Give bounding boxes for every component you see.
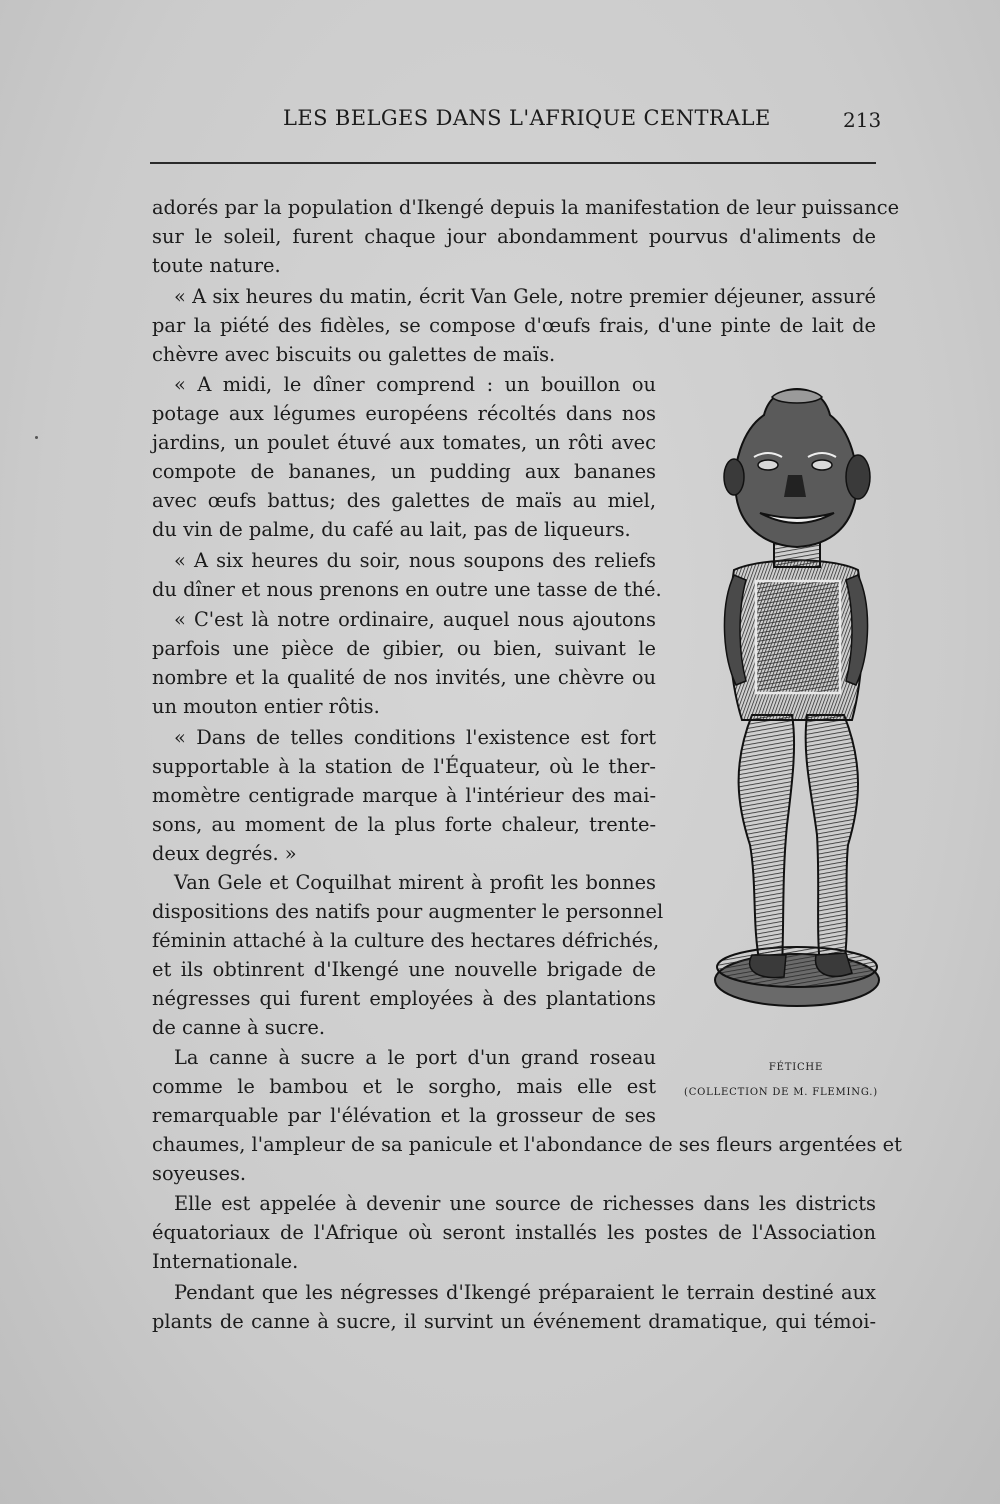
text-line: du dîner et nous prenons en outre une tasse de thé. <box>152 578 662 601</box>
text-line: Pendant que les négresses d'Ikengé préparaient le terrain destiné aux <box>174 1281 876 1304</box>
text-line: remarquable par l'élévation et la grosseur de ses <box>152 1104 656 1127</box>
header-rule <box>150 162 876 164</box>
text-line: comme le bambou et le sorgho, mais elle est <box>152 1075 656 1098</box>
text-line: de canne à sucre. <box>152 1016 326 1039</box>
print-speck <box>35 436 38 439</box>
text-line: compote de bananes, un pudding aux bananes <box>152 460 656 483</box>
text-line: chèvre avec biscuits ou galettes de maïs. <box>152 343 556 366</box>
text-line: supportable à la station de l'Équateur, où le ther- <box>152 755 656 778</box>
text-line: momètre centigrade marque à l'intérieur des mai- <box>152 784 656 807</box>
text-line: et ils obtinrent d'Ikengé une nouvelle brigade de <box>152 958 656 981</box>
text-line: un mouton entier rôtis. <box>152 695 380 718</box>
text-line: jardins, un poulet étuvé aux tomates, un rôti avec <box>152 431 656 454</box>
text-line: Van Gele et Coquilhat mirent à profit les bonnes <box>174 871 656 894</box>
figure-caption-credit: (COLLECTION DE M. FLEMING.) <box>684 1087 878 1098</box>
page-number: 213 <box>843 108 882 132</box>
text-line: toute nature. <box>152 254 281 277</box>
text-line: « A six heures du matin, écrit Van Gele, notre premier déjeuner, assuré <box>174 285 876 308</box>
text-line: parfois une pièce de gibier, ou bien, suivant le <box>152 637 656 660</box>
text-line: soyeuses. <box>152 1162 247 1185</box>
text-line: adorés par la population d'Ikengé depuis la manifestation de leur puissance <box>152 196 900 219</box>
text-line: du vin de palme, du café au lait, pas de liqueurs. <box>152 518 631 541</box>
text-line: dispositions des natifs pour augmenter le personnel <box>152 900 664 923</box>
text-line: équatoriaux de l'Afrique où seront installés les postes de l'Association <box>152 1221 876 1244</box>
figure-caption-title: FÉTICHE <box>768 1062 824 1073</box>
text-line: « C'est là notre ordinaire, auquel nous ajoutons <box>174 608 656 631</box>
text-line: par la piété des fidèles, se compose d'œufs frais, d'une pinte de lait de <box>152 314 876 337</box>
text-line: sons, au moment de la plus forte chaleur, trente- <box>152 813 656 836</box>
fetish-statue-illustration <box>712 385 882 1015</box>
text-line: « A six heures du soir, nous soupons des reliefs <box>174 549 656 572</box>
text-line: potage aux légumes européens récoltés dans nos <box>152 402 656 425</box>
text-line: féminin attaché à la culture des hectares défrichés, <box>152 929 660 952</box>
text-line: sur le soleil, furent chaque jour abondamment pourvus d'aliments de <box>152 225 876 248</box>
text-line: plants de canne à sucre, il survint un événement dramatique, qui témoi- <box>152 1310 876 1333</box>
text-line: négresses qui furent employées à des plantations <box>152 987 656 1010</box>
text-line: « A midi, le dîner comprend : un bouillon ou <box>174 373 656 396</box>
text-line: Elle est appelée à devenir une source de richesses dans les districts <box>174 1192 876 1215</box>
text-line: La canne à sucre a le port d'un grand roseau <box>174 1046 656 1069</box>
text-line: Internationale. <box>152 1250 299 1273</box>
text-line: « Dans de telles conditions l'existence est fort <box>174 726 656 749</box>
text-line: nombre et la qualité de nos invités, une chèvre ou <box>152 666 656 689</box>
text-line: chaumes, l'ampleur de sa panicule et l'abondance de ses fleurs argentées et <box>152 1133 902 1156</box>
text-line: deux degrés. » <box>152 842 297 865</box>
running-title: LES BELGES DANS L'AFRIQUE CENTRALE <box>283 106 771 130</box>
text-line: avec œufs battus; des galettes de maïs au miel, <box>152 489 656 512</box>
